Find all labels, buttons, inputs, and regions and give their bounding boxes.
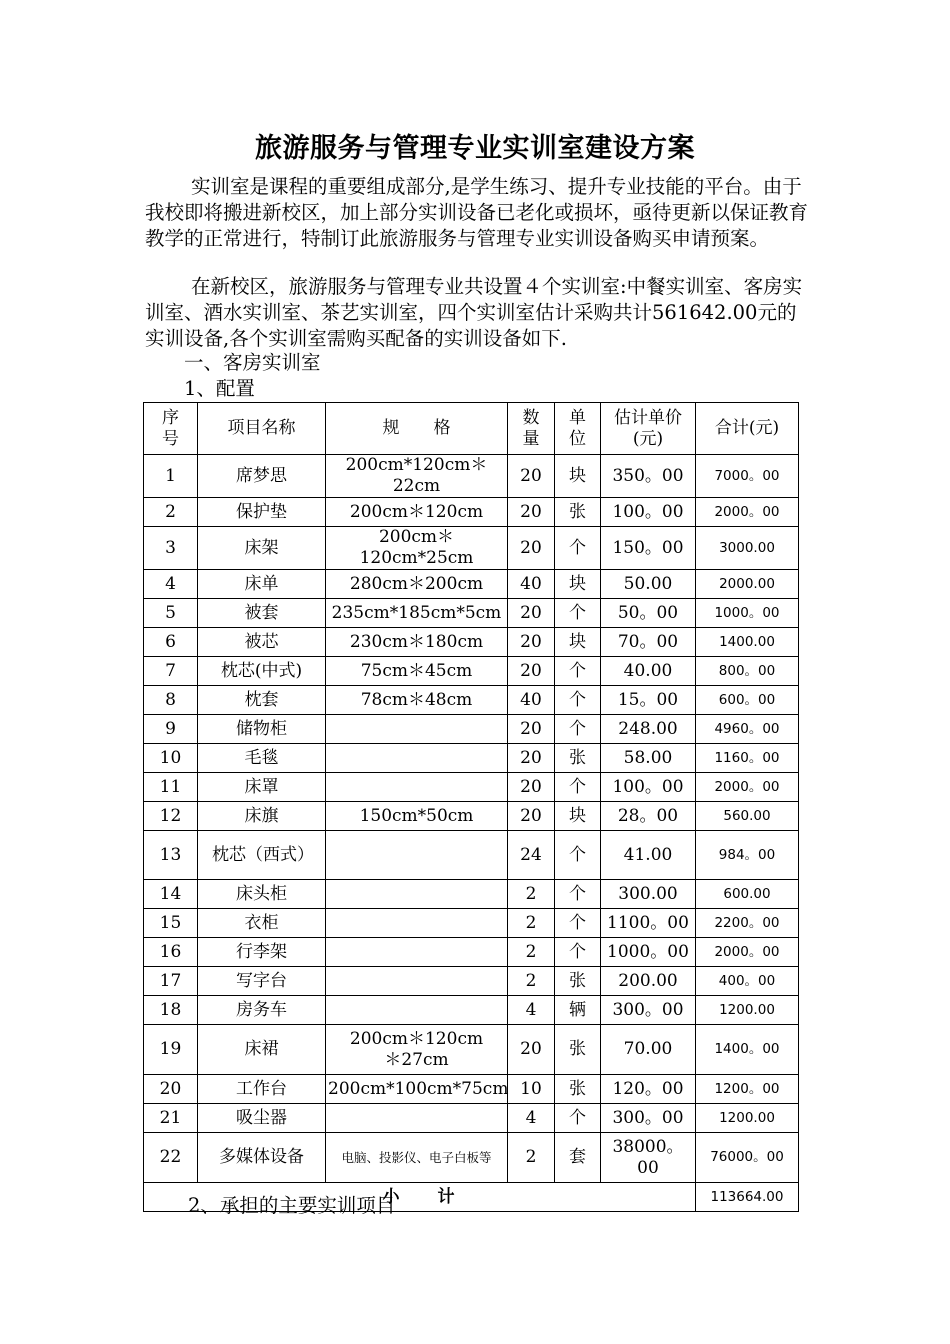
- cell-specification: 200cm＊120cm: [326, 498, 508, 527]
- cell-quantity: 2: [508, 967, 555, 996]
- cell-unit-price: 1000。00: [601, 938, 696, 967]
- cell-quantity: 4: [508, 1104, 555, 1133]
- cell-number: 20: [144, 1075, 198, 1104]
- table-row: [144, 1104, 799, 1133]
- table-row: [144, 498, 799, 527]
- cell-quantity: 20: [508, 657, 555, 686]
- cell-item-name: 床罩: [198, 773, 326, 802]
- table-row: [144, 1133, 799, 1183]
- cell-unit: 套: [555, 1133, 601, 1183]
- document-title: 旅游服务与管理专业实训室建设方案: [255, 133, 695, 164]
- cell-total: 560.00: [696, 802, 799, 831]
- cell-item-name: 保护垫: [198, 498, 326, 527]
- cell-item-name: 床架: [198, 527, 326, 570]
- header-item-name: 项目名称: [198, 403, 326, 455]
- cell-specification: 75cm＊45cm: [326, 657, 508, 686]
- cell-quantity: 2: [508, 909, 555, 938]
- cell-total: 800。00: [696, 657, 799, 686]
- cell-number: 12: [144, 802, 198, 831]
- cell-item-name: 床头柜: [198, 880, 326, 909]
- cell-quantity: 20: [508, 744, 555, 773]
- cell-quantity: 4: [508, 996, 555, 1025]
- cell-number: 22: [144, 1133, 198, 1183]
- cell-item-name: 枕套: [198, 686, 326, 715]
- cell-quantity: 20: [508, 455, 555, 498]
- cell-item-name: 衣柜: [198, 909, 326, 938]
- cell-item-name: 床旗: [198, 802, 326, 831]
- cell-specification: [326, 996, 508, 1025]
- cell-quantity: 40: [508, 686, 555, 715]
- table-row: [144, 1075, 799, 1104]
- table-row: [144, 938, 799, 967]
- cell-item-name: 吸尘器: [198, 1104, 326, 1133]
- cell-quantity: 20: [508, 628, 555, 657]
- cell-item-name: 多媒体设备: [198, 1133, 326, 1183]
- cell-number: 17: [144, 967, 198, 996]
- cell-unit-price: 28。00: [601, 802, 696, 831]
- cell-number: 6: [144, 628, 198, 657]
- cell-number: 3: [144, 527, 198, 570]
- cell-unit-price: 100。00: [601, 498, 696, 527]
- cell-number: 7: [144, 657, 198, 686]
- cell-unit: 个: [555, 880, 601, 909]
- cell-unit-price: 200.00: [601, 967, 696, 996]
- cell-total: 984。00: [696, 831, 799, 880]
- cell-unit-price: 248.00: [601, 715, 696, 744]
- cell-total: 1400.00: [696, 628, 799, 657]
- cell-quantity: 2: [508, 938, 555, 967]
- cell-unit: 块: [555, 628, 601, 657]
- cell-number: 4: [144, 570, 198, 599]
- header-specification: 规 格: [326, 403, 508, 455]
- cell-specification: [326, 909, 508, 938]
- cell-unit-price: 41.00: [601, 831, 696, 880]
- table-row: [144, 715, 799, 744]
- cell-total: 400。00: [696, 967, 799, 996]
- cell-total: 7000。00: [696, 455, 799, 498]
- cell-total: 2000.00: [696, 570, 799, 599]
- cell-specification: [326, 715, 508, 744]
- cell-unit: 个: [555, 831, 601, 880]
- cell-total: 600。00: [696, 686, 799, 715]
- header-quantity: 数量: [508, 403, 555, 455]
- cell-quantity: 20: [508, 802, 555, 831]
- cell-number: 9: [144, 715, 198, 744]
- cell-unit-price: 120。00: [601, 1075, 696, 1104]
- cell-item-name: 储物柜: [198, 715, 326, 744]
- table-row: [144, 570, 799, 599]
- cell-quantity: 20: [508, 715, 555, 744]
- cell-unit-price: 50。00: [601, 599, 696, 628]
- cell-specification: [326, 880, 508, 909]
- cell-number: 1: [144, 455, 198, 498]
- cell-unit: 个: [555, 715, 601, 744]
- table-row: [144, 880, 799, 909]
- cell-quantity: 2: [508, 880, 555, 909]
- cell-specification: [326, 831, 508, 880]
- cell-total: 1200.00: [696, 1104, 799, 1133]
- cell-number: 15: [144, 909, 198, 938]
- header-unit-price: 估计单价(元): [601, 403, 696, 455]
- cell-specification: 235cm*185cm*5cm: [326, 599, 508, 628]
- cell-item-name: 被套: [198, 599, 326, 628]
- cell-quantity: 40: [508, 570, 555, 599]
- table-row: [144, 455, 799, 498]
- cell-unit: 个: [555, 773, 601, 802]
- cell-total: 2200。00: [696, 909, 799, 938]
- subsection-heading-configuration: 1、配置: [184, 377, 255, 400]
- cell-unit: 块: [555, 802, 601, 831]
- cell-unit: 张: [555, 1025, 601, 1075]
- cell-specification: [326, 773, 508, 802]
- cell-unit: 个: [555, 657, 601, 686]
- cell-item-name: 席梦思: [198, 455, 326, 498]
- cell-number: 19: [144, 1025, 198, 1075]
- cell-unit-price: 300.00: [601, 880, 696, 909]
- cell-total: 76000。00: [696, 1133, 799, 1183]
- cell-unit-price: 150。00: [601, 527, 696, 570]
- table-row: [144, 802, 799, 831]
- cell-specification: 78cm＊48cm: [326, 686, 508, 715]
- table-row: [144, 1025, 799, 1075]
- table-row: [144, 773, 799, 802]
- cell-unit-price: 38000。00: [601, 1133, 696, 1183]
- cell-item-name: 毛毯: [198, 744, 326, 773]
- table-row: [144, 967, 799, 996]
- cell-quantity: 24: [508, 831, 555, 880]
- cell-number: 21: [144, 1104, 198, 1133]
- cell-total: 1000。00: [696, 599, 799, 628]
- cell-quantity: 20: [508, 599, 555, 628]
- cell-item-name: 枕芯(中式): [198, 657, 326, 686]
- cell-specification: 200cm＊120cm＊27cm: [326, 1025, 508, 1075]
- cell-total: 1400。00: [696, 1025, 799, 1075]
- cell-total: 1200。00: [696, 1075, 799, 1104]
- cell-number: 2: [144, 498, 198, 527]
- table-row: [144, 831, 799, 880]
- cell-specification: 150cm*50cm: [326, 802, 508, 831]
- cell-unit: 块: [555, 570, 601, 599]
- cell-number: 16: [144, 938, 198, 967]
- cell-unit: 个: [555, 909, 601, 938]
- cell-unit-price: 50.00: [601, 570, 696, 599]
- cell-specification: [326, 967, 508, 996]
- header-unit: 单位: [555, 403, 601, 455]
- cell-total: 3000.00: [696, 527, 799, 570]
- cell-specification: [326, 1104, 508, 1133]
- cell-total: 2000。00: [696, 498, 799, 527]
- cell-quantity: 20: [508, 773, 555, 802]
- subtotal-value: 113664.00: [696, 1183, 799, 1212]
- cell-unit: 张: [555, 498, 601, 527]
- cell-number: 11: [144, 773, 198, 802]
- cell-specification: 230cm＊180cm: [326, 628, 508, 657]
- intro-paragraph: 实训室是课程的重要组成部分,是学生练习、提升专业技能的平台。由于我校即将搬进新校区，加上部分实训设备已老化或损坏，亟待更新以保证教育教学的正常进行，特制订此旅游服务与管理专业实训设备购买申请预案。: [145, 175, 809, 250]
- header-number: 序号: [144, 403, 198, 455]
- cell-unit-price: 350。00: [601, 455, 696, 498]
- cell-item-name: 床单: [198, 570, 326, 599]
- cell-number: 18: [144, 996, 198, 1025]
- cell-unit: 张: [555, 1075, 601, 1104]
- cell-unit: 个: [555, 1104, 601, 1133]
- cell-total: 2000。00: [696, 773, 799, 802]
- cell-unit-price: 15。00: [601, 686, 696, 715]
- cell-unit-price: 40.00: [601, 657, 696, 686]
- cell-number: 5: [144, 599, 198, 628]
- overview-paragraph: 在新校区，旅游服务与管理专业共设置４个实训室:中餐实训室、客房实训室、酒水实训室、茶艺实训室，四个实训室估计采购共计561642.00元的实训设备,各个实训室需购买配备的实训设备如下.: [145, 275, 803, 350]
- cell-specification: [326, 744, 508, 773]
- cell-unit-price: 58.00: [601, 744, 696, 773]
- table-row: [144, 744, 799, 773]
- subsection-heading-training-projects: 2、承担的主要实训项目: [188, 1194, 396, 1217]
- subtotal-label: 小计: [144, 1183, 696, 1212]
- cell-quantity: 20: [508, 498, 555, 527]
- cell-unit: 张: [555, 967, 601, 996]
- cell-unit: 个: [555, 686, 601, 715]
- table-row: [144, 599, 799, 628]
- cell-unit: 个: [555, 599, 601, 628]
- cell-quantity: 20: [508, 1025, 555, 1075]
- cell-unit-price: 70。00: [601, 628, 696, 657]
- cell-number: 10: [144, 744, 198, 773]
- equipment-table: [143, 402, 799, 1212]
- cell-number: 8: [144, 686, 198, 715]
- cell-number: 13: [144, 831, 198, 880]
- cell-unit-price: 300。00: [601, 1104, 696, 1133]
- cell-total: 1160。00: [696, 744, 799, 773]
- cell-unit: 块: [555, 455, 601, 498]
- cell-unit: 辆: [555, 996, 601, 1025]
- cell-unit: 个: [555, 938, 601, 967]
- cell-number: 14: [144, 880, 198, 909]
- table-row: [144, 527, 799, 570]
- cell-total: 1200.00: [696, 996, 799, 1025]
- header-total: 合计(元): [696, 403, 799, 455]
- cell-item-name: 枕芯（西式）: [198, 831, 326, 880]
- cell-unit-price: 100。00: [601, 773, 696, 802]
- cell-item-name: 被芯: [198, 628, 326, 657]
- cell-item-name: 床裙: [198, 1025, 326, 1075]
- cell-specification: [326, 938, 508, 967]
- cell-specification: 200cm*100cm*75cm: [326, 1075, 508, 1104]
- cell-total: 2000。00: [696, 938, 799, 967]
- table-header-row: [144, 403, 799, 455]
- cell-unit-price: 300。00: [601, 996, 696, 1025]
- cell-quantity: 20: [508, 527, 555, 570]
- table-row: [144, 628, 799, 657]
- table-row: [144, 657, 799, 686]
- cell-unit-price: 70.00: [601, 1025, 696, 1075]
- cell-unit: 个: [555, 527, 601, 570]
- cell-item-name: 房务车: [198, 996, 326, 1025]
- cell-total: 4960。00: [696, 715, 799, 744]
- cell-quantity: 10: [508, 1075, 555, 1104]
- cell-specification: 200cm＊120cm*25cm: [326, 527, 508, 570]
- cell-quantity: 2: [508, 1133, 555, 1183]
- table-row: [144, 996, 799, 1025]
- cell-item-name: 写字台: [198, 967, 326, 996]
- cell-total: 600.00: [696, 880, 799, 909]
- cell-item-name: 行李架: [198, 938, 326, 967]
- cell-unit-price: 1100。00: [601, 909, 696, 938]
- cell-specification: 280cm＊200cm: [326, 570, 508, 599]
- table-row: [144, 909, 799, 938]
- cell-specification: 200cm*120cm＊22cm: [326, 455, 508, 498]
- cell-item-name: 工作台: [198, 1075, 326, 1104]
- cell-specification: 电脑、投影仪、电子白板等: [326, 1133, 508, 1183]
- cell-unit: 张: [555, 744, 601, 773]
- table-row: [144, 686, 799, 715]
- section-heading-guest-room: 一、客房实训室: [184, 351, 321, 374]
